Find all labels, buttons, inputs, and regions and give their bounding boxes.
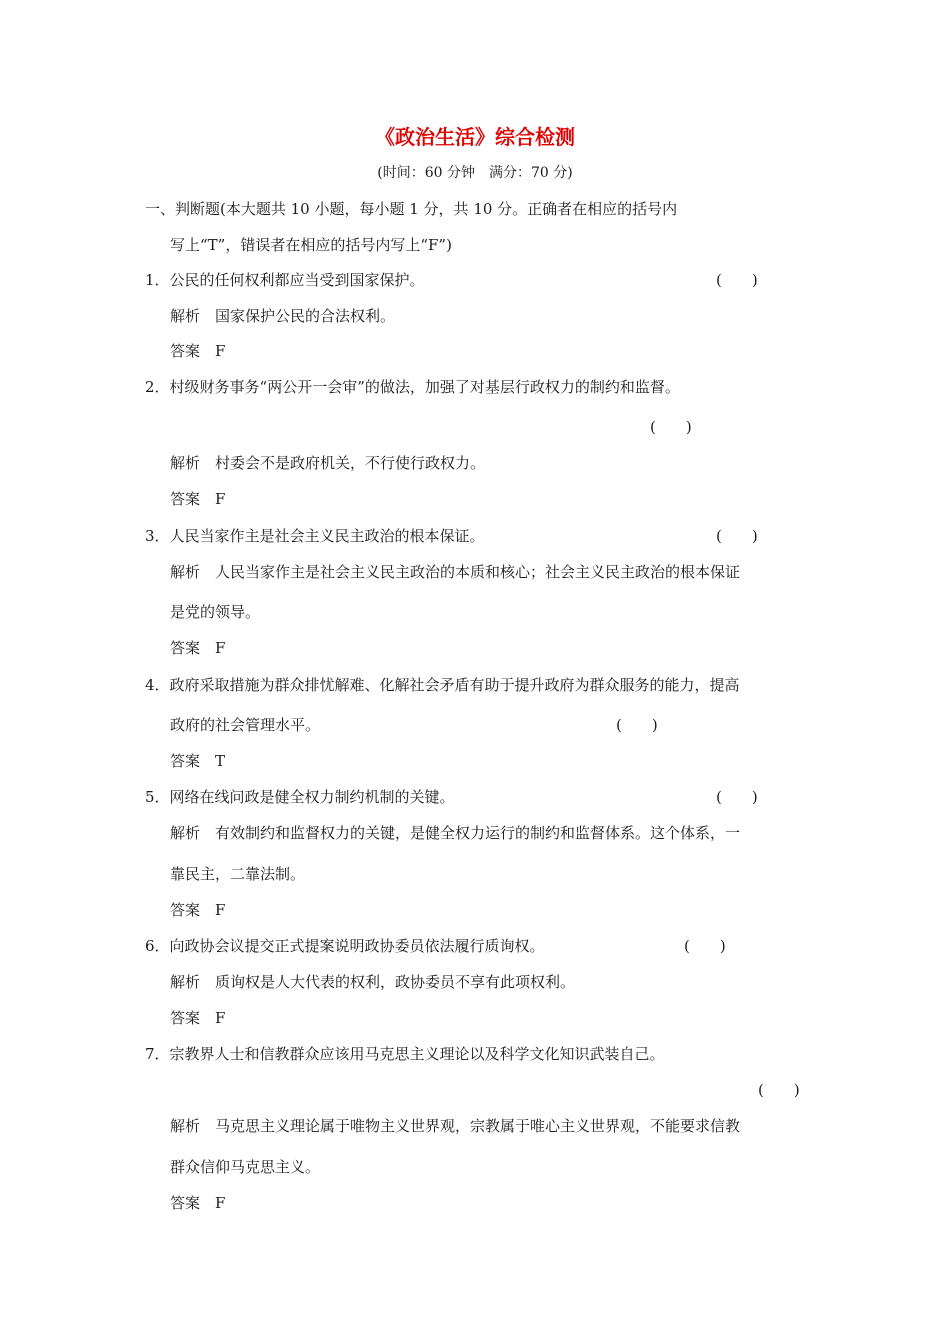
question-number: 4． — [145, 676, 170, 694]
question-3 — [145, 526, 485, 546]
question-2 — [145, 377, 680, 397]
question-text: 向政协会议提交正式提案说明政协委员依法履行质询权。 — [169, 937, 545, 955]
analysis-7-cont: 群众信仰马克思主义。 — [170, 1158, 321, 1176]
question-text: 宗教界人士和信教群众应该用马克思主义理论以及科学文化知识武装自己。 — [169, 1045, 665, 1063]
section-heading-line2: 写上“T”，错误者在相应的括号内写上“F”) — [170, 236, 452, 254]
analysis-label: 解析 — [170, 1117, 201, 1135]
analysis-label: 解析 — [170, 563, 201, 581]
analysis-label: 解析 — [170, 973, 201, 991]
analysis-3-cont: 是党的领导。 — [170, 603, 261, 621]
question-number: 7． — [145, 1045, 170, 1063]
question-1 — [145, 270, 425, 290]
analysis-text: 马克思主义理论属于唯物主义世界观，宗教属于唯心主义世界观，不能要求信教 — [215, 1117, 741, 1135]
answer-7 — [170, 1193, 225, 1213]
analysis-text: 人民当家作主是社会主义民主政治的本质和核心；社会主义民主政治的根本保证 — [215, 563, 741, 581]
answer-2 — [170, 489, 225, 509]
question-6 — [145, 936, 545, 956]
analysis-7 — [170, 1116, 740, 1136]
answer-label: 答案 — [170, 342, 201, 360]
answer-label: 答案 — [170, 490, 201, 508]
answer-value: T — [215, 752, 226, 770]
analysis-text: 村委会不是政府机关，不行使行政权力。 — [215, 454, 486, 472]
answer-label: 答案 — [170, 639, 201, 657]
answer-blank-2: ( ) — [650, 418, 692, 436]
answer-5 — [170, 900, 225, 920]
analysis-label: 解析 — [170, 824, 201, 842]
answer-value: F — [215, 1194, 226, 1212]
answer-6 — [170, 1008, 225, 1028]
answer-label: 答案 — [170, 752, 201, 770]
question-text: 人民当家作主是社会主义民主政治的根本保证。 — [169, 527, 485, 545]
question-4 — [145, 675, 740, 695]
answer-blank-6: ( ) — [684, 937, 726, 955]
analysis-5 — [170, 823, 740, 843]
analysis-6 — [170, 972, 575, 992]
answer-blank-7: ( ) — [758, 1081, 800, 1099]
answer-label: 答案 — [170, 1194, 201, 1212]
analysis-label: 解析 — [170, 454, 201, 472]
answer-value: F — [215, 639, 226, 657]
analysis-text: 有效制约和监督权力的关键，是健全权力运行的制约和监督体系。这个体系，一 — [215, 824, 741, 842]
answer-4 — [170, 751, 225, 771]
answer-value: F — [215, 1009, 226, 1027]
answer-value: F — [215, 342, 226, 360]
question-number: 1． — [145, 271, 170, 289]
answer-blank-3: ( ) — [716, 527, 758, 545]
analysis-5-cont: 靠民主，二靠法制。 — [170, 865, 306, 883]
question-number: 6． — [145, 937, 170, 955]
question-text: 公民的任何权利都应当受到国家保护。 — [169, 271, 425, 289]
analysis-text: 国家保护公民的合法权利。 — [215, 307, 396, 325]
analysis-3 — [170, 562, 740, 582]
question-number: 5． — [145, 788, 170, 806]
answer-blank-5: ( ) — [716, 788, 758, 806]
analysis-2 — [170, 453, 485, 473]
answer-blank-4: ( ) — [616, 716, 658, 734]
question-number: 2． — [145, 378, 170, 396]
answer-1 — [170, 341, 225, 361]
answer-value: F — [215, 490, 226, 508]
question-5 — [145, 787, 455, 807]
document-subtitle: (时间：60 分钟 满分：70 分) — [377, 165, 573, 181]
question-text: 网络在线问政是健全权力制约机制的关键。 — [169, 788, 455, 806]
document-title: 《政治生活》综合检测 — [375, 125, 575, 149]
answer-value: F — [215, 901, 226, 919]
question-number: 3． — [145, 527, 170, 545]
question-7 — [145, 1044, 665, 1064]
answer-3 — [170, 638, 225, 658]
question-text: 村级财务事务“两公开一会审”的做法，加强了对基层行政权力的制约和监督。 — [169, 378, 680, 396]
analysis-label: 解析 — [170, 307, 201, 325]
answer-label: 答案 — [170, 1009, 201, 1027]
answer-label: 答案 — [170, 901, 201, 919]
section-heading-line1: 一、判断题(本大题共 10 小题，每小题 1 分，共 10 分。正确者在相应的括号内 — [145, 200, 678, 218]
analysis-text: 质询权是人大代表的权利，政协委员不享有此项权利。 — [215, 973, 576, 991]
answer-blank-1: ( ) — [716, 271, 758, 289]
question-4-cont: 政府的社会管理水平。 — [170, 716, 321, 734]
question-text: 政府采取措施为群众排忧解难、化解社会矛盾有助于提升政府为群众服务的能力，提高 — [169, 676, 740, 694]
analysis-1 — [170, 306, 395, 326]
